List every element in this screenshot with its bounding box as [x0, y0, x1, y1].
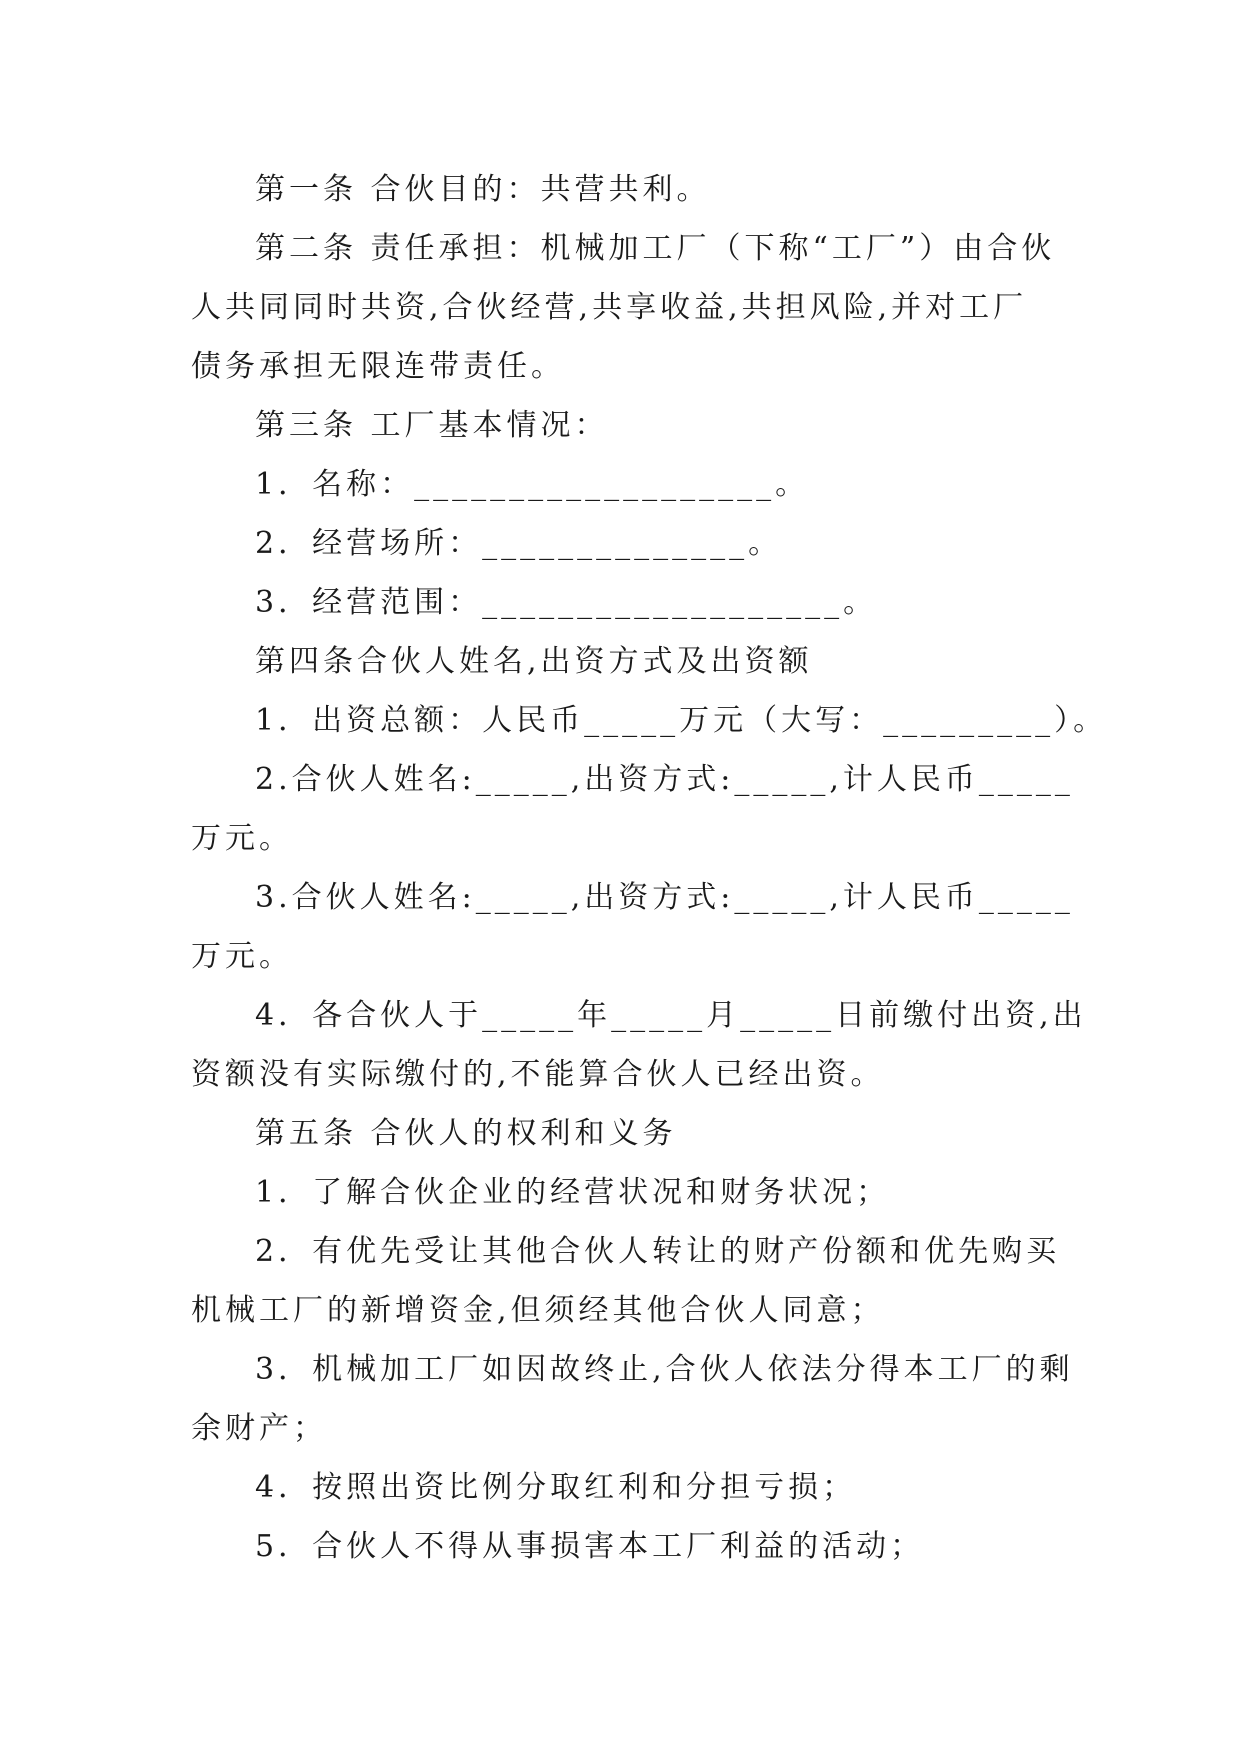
paragraph-line: 2.合伙人姓名:_____,出资方式:_____,计人民币_____	[255, 762, 1074, 797]
paragraph-line: 第五条 合伙人的权利和义务	[255, 1116, 677, 1151]
paragraph-line: 机械工厂的新增资金,但须经其他合伙人同意；	[191, 1293, 885, 1328]
paragraph-line: 3.合伙人姓名:_____,出资方式:_____,计人民币_____	[255, 880, 1074, 915]
paragraph-line: 1．出资总额：人民币_____万元（大写：_________）。	[255, 703, 1108, 738]
paragraph-line: 3．机械加工厂如因故终止,合伙人依法分得本工厂的剩	[255, 1352, 1074, 1387]
paragraph-line: 1．名称：___________________。	[255, 467, 810, 502]
paragraph-line: 第四条合伙人姓名,出资方式及出资额	[255, 644, 813, 679]
paragraph-line: 2．经营场所：______________。	[255, 526, 783, 561]
paragraph-line: 万元。	[191, 821, 293, 856]
paragraph-line: 4．按照出资比例分取红利和分担亏损；	[255, 1470, 857, 1505]
paragraph-line: 2．有优先受让其他合伙人转让的财产份额和优先购买	[255, 1234, 1061, 1269]
paragraph-line: 人共同同时共资,合伙经营,共享收益,共担风险,并对工厂	[191, 290, 1028, 325]
paragraph-line: 第三条 工厂基本情况：	[255, 408, 609, 443]
paragraph-line: 资额没有实际缴付的,不能算合伙人已经出资。	[191, 1057, 885, 1092]
paragraph-line: 3．经营范围：___________________。	[255, 585, 878, 620]
paragraph-line: 1．了解合伙企业的经营状况和财务状况；	[255, 1175, 891, 1210]
document-body	[191, 160, 1108, 1576]
paragraph-line: 万元。	[191, 939, 293, 974]
paragraph-line: 债务承担无限连带责任。	[191, 349, 565, 384]
paragraph-line: 第二条 责任承担：机械加工厂（下称“工厂”）由合伙	[255, 231, 1056, 266]
paragraph-line: 5．合伙人不得从事损害本工厂利益的活动；	[255, 1529, 925, 1564]
paragraph-line: 余财产；	[191, 1411, 327, 1446]
paragraph-line: 第一条 合伙目的：共营共利。	[255, 172, 711, 207]
paragraph-line: 4．各合伙人于_____年_____月_____日前缴付出资,出	[255, 998, 1087, 1033]
